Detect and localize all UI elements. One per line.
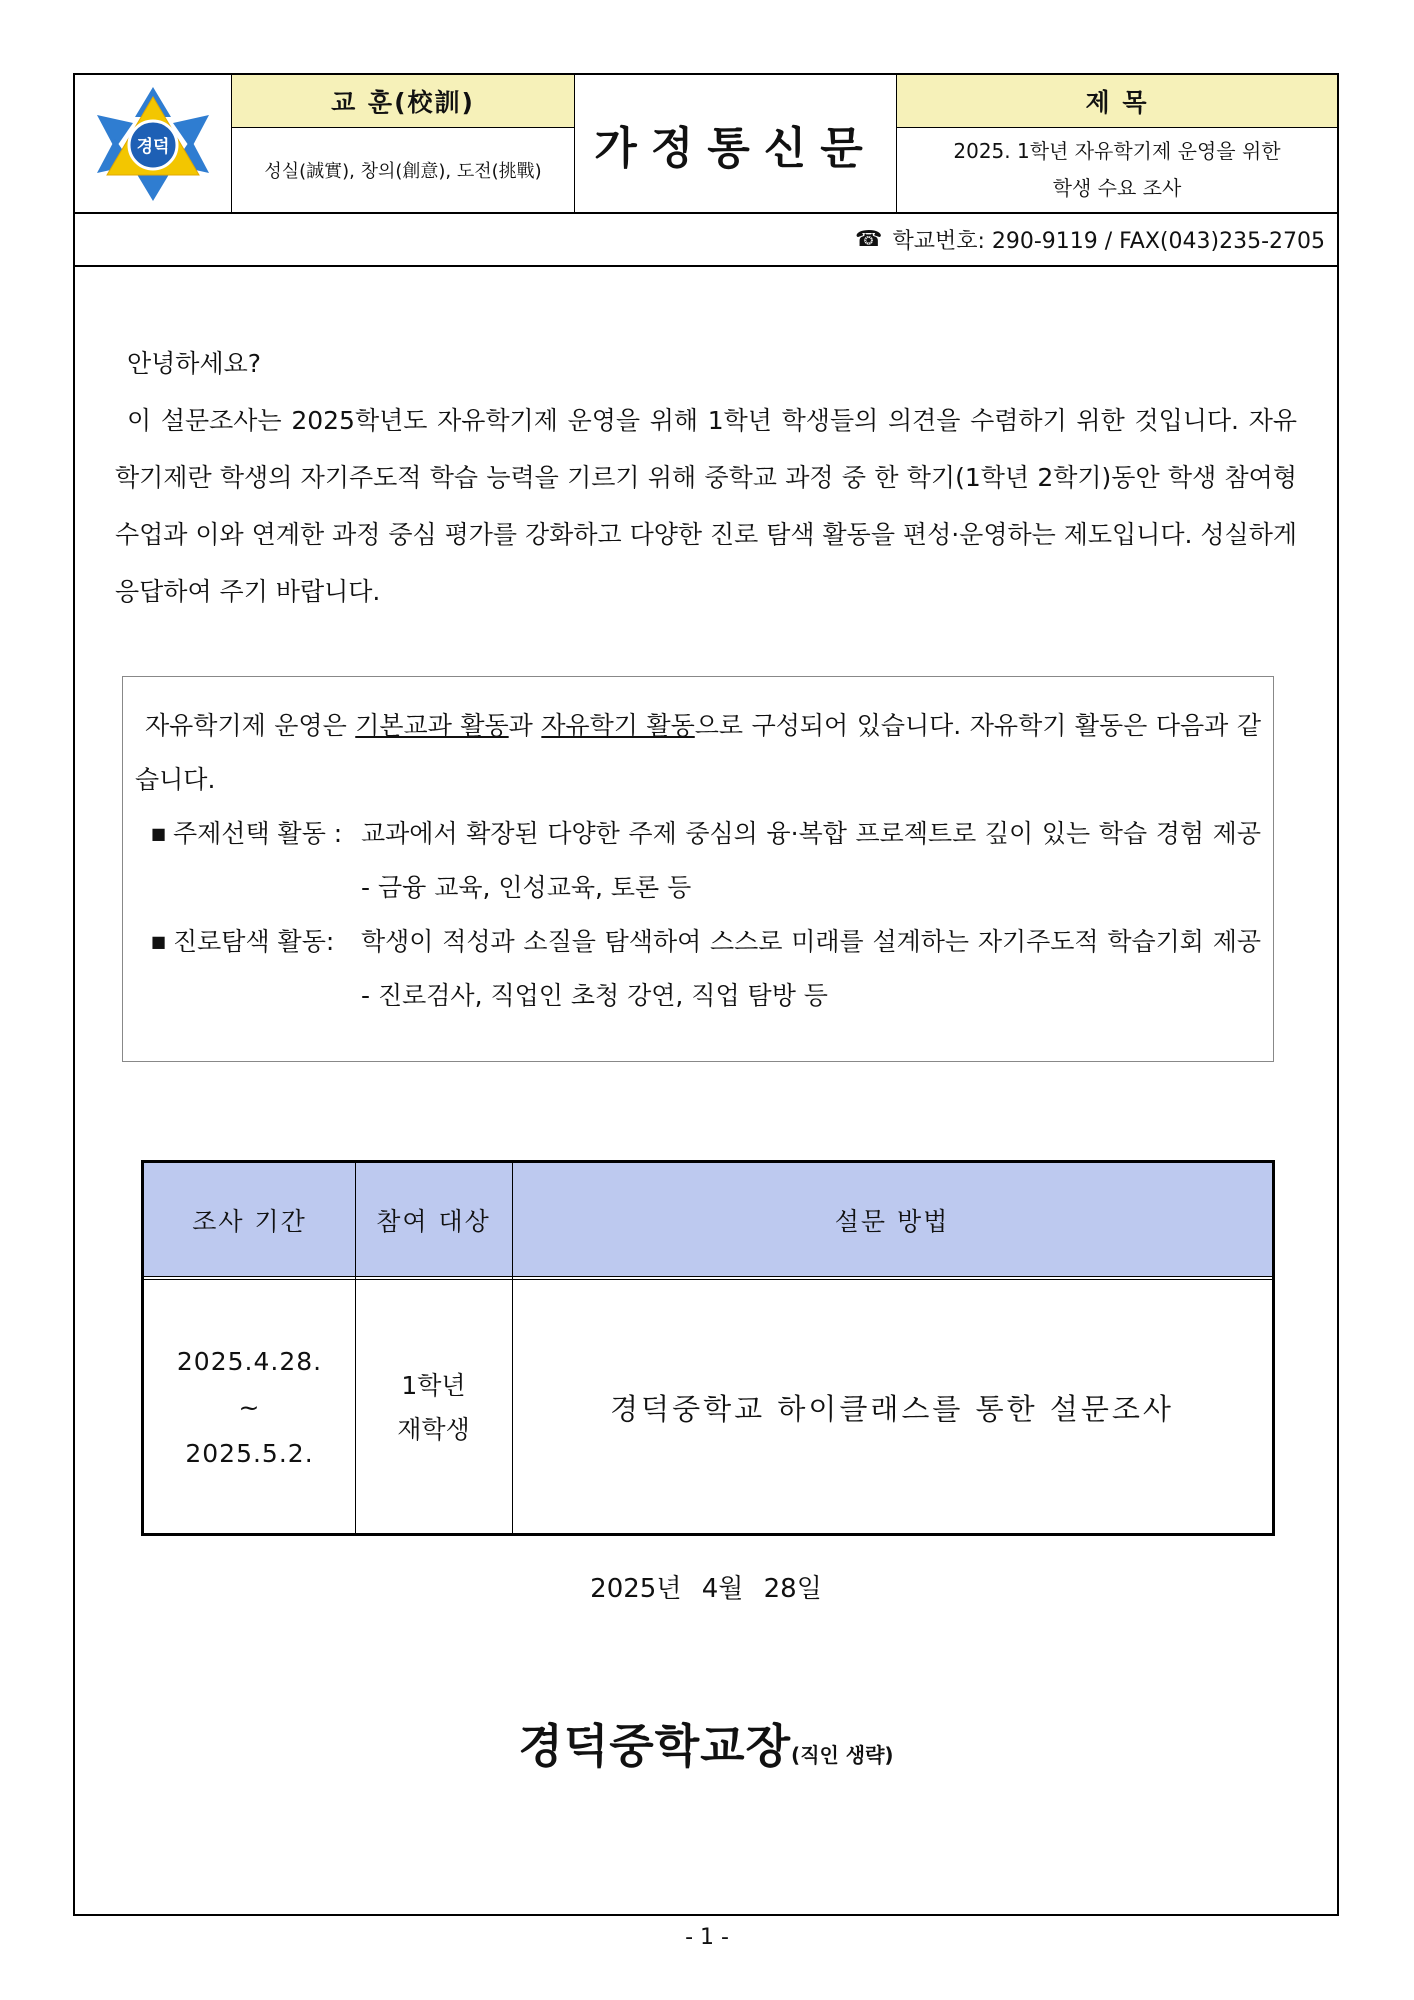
info-lead-prefix: 자유학기제 운영은: [145, 711, 356, 740]
info-box: [122, 676, 1274, 1062]
free-semester-activity: 자유학기 활동: [541, 711, 695, 740]
subject-cell: [897, 75, 1337, 212]
square-bullet-icon: ■: [151, 932, 167, 951]
bullet-text: 교과에서 확장된 다양한 주제 중심의 융·복합 프로젝트로 깊이 있는 학습 경험 제공 - 금융 교육, 인성교육, 토론 등: [361, 819, 1261, 902]
target-line-2: 재학생: [397, 1414, 470, 1444]
seal-omitted-note: (직인 생략): [791, 1743, 894, 1767]
subject-text: [907, 128, 1327, 212]
period-start: 2025.4.28.: [176, 1346, 323, 1376]
period-separator: ~: [238, 1392, 261, 1422]
logo-cell: [75, 75, 232, 212]
contact-row: [75, 214, 1337, 267]
basic-subject-activity: 기본교과 활동: [355, 711, 509, 740]
cell-method: 경덕중학교 하이클래스를 통한 설문조사: [610, 1392, 1174, 1426]
period-end: 2025.5.2.: [185, 1438, 314, 1468]
target-line-1: 1학년: [401, 1370, 466, 1400]
motto-text: 성실(誠實), 창의(創意), 도전(挑戰): [264, 161, 542, 182]
info-lead-suffix: 으로 구성되어 있습니다. 자유학기 활동은 다음과 같습니다.: [135, 711, 1261, 794]
document-title: 가정통신문: [594, 122, 877, 174]
intro-section: [115, 335, 1297, 620]
page-number: - 1 -: [685, 1925, 729, 1950]
subject-label: 제 목: [897, 75, 1337, 128]
motto-cell: [232, 75, 575, 212]
cell-target: [355, 1282, 512, 1533]
bullet-item: [135, 807, 1261, 915]
contact-numbers: 학교번호: 290-9119 / FAX(043)235-2705: [892, 229, 1325, 254]
info-lead-mid: 과: [508, 711, 542, 740]
bullet-item: [135, 915, 1261, 1023]
principal-title: 경덕중학교장: [518, 1719, 792, 1773]
square-bullet-icon: ■: [151, 824, 167, 843]
greeting: 안녕하세요?: [127, 349, 262, 378]
header-method: 설문 방법: [512, 1163, 1272, 1276]
subject-line-1: 2025. 1학년 자유학기제 운영을 위한: [953, 139, 1281, 163]
table-header-divider: [144, 1276, 1272, 1280]
survey-table: [141, 1160, 1275, 1536]
telephone-icon: ☎: [855, 227, 883, 252]
school-logo: [75, 75, 232, 212]
cell-survey-period: [144, 1282, 355, 1533]
issue-date: 2025년 4월 28일: [590, 1574, 822, 1604]
subject-line-2: 학생 수요 조사: [1052, 176, 1182, 200]
bullet-text: 학생이 적성과 소질을 탐색하여 스스로 미래를 설계하는 자기주도적 학습기회 제공 - 진로검사, 직업인 초청 강연, 직업 탐방 등: [361, 927, 1261, 1010]
intro-paragraph: 이 설문조사는 2025학년도 자유학기제 운영을 위해 1학년 학생들의 의견을 수렴하기 위한 것입니다. 자유학기제란 학생의 자기주도적 학습 능력을 기르기 위해 중학교 과정 중 한 학기(1학년 2학기)동안 학생 참여형 수업과 이와 연계한 과정 중심 평가를 강화하고 다양한 진로 탐색 활동을 편성·운영하는 제도입니다. 성실하게 응답하여 주기 바랍니다.: [115, 406, 1297, 606]
header-survey-period: 조사 기간: [144, 1163, 355, 1276]
logo-text: 경덕: [136, 137, 170, 157]
header-target: 참여 대상: [355, 1163, 512, 1276]
header-table: [75, 75, 1337, 214]
bullet-label: 진로탐색 활동:: [173, 927, 335, 956]
document-frame: [73, 73, 1339, 1916]
signature: [75, 1710, 1337, 1776]
title-cell: [575, 75, 897, 212]
bullet-label: 주제선택 활동 :: [173, 819, 343, 848]
info-lead: [135, 699, 1261, 807]
motto-label: 교 훈(校訓): [232, 75, 574, 128]
